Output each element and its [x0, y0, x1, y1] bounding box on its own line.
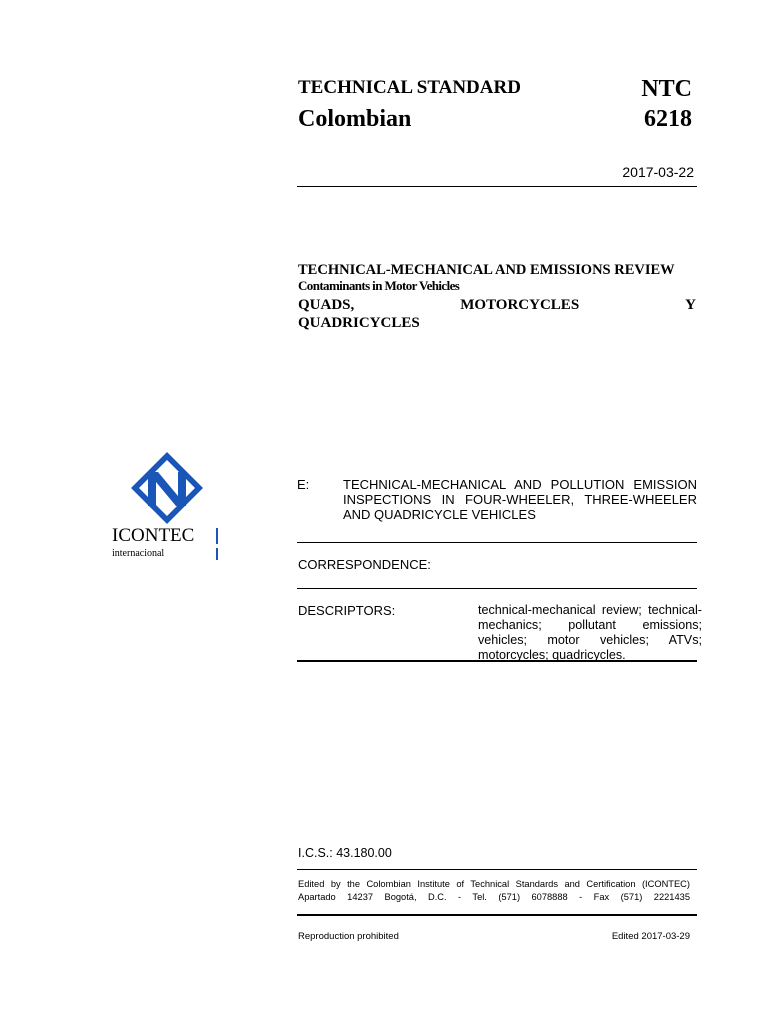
logo-wordmark: ICONTEC	[112, 525, 195, 546]
header-divider	[297, 186, 697, 187]
title-word: QUADS,	[298, 297, 355, 313]
edition-date: Edited 2017-03-29	[611, 931, 690, 942]
logo-subtext: internacional	[112, 548, 165, 559]
standard-country: Colombian	[298, 106, 412, 132]
correspondence-divider	[297, 588, 697, 589]
correspondence-label: CORRESPONDENCE:	[298, 557, 431, 572]
ics-divider	[297, 869, 697, 870]
title-line-4: QUADRICYCLES	[298, 315, 420, 331]
title-word: Y	[685, 297, 696, 313]
title-line-1: TECHNICAL-MECHANICAL AND EMISSIONS REVIEW	[298, 262, 675, 278]
logo-accent	[216, 528, 218, 544]
icontec-logo	[112, 450, 222, 562]
standard-type: TECHNICAL STANDARD	[298, 77, 521, 98]
english-title	[297, 477, 697, 522]
title-word: MOTORCYCLES	[460, 297, 580, 313]
descriptors-label: DESCRIPTORS:	[298, 603, 396, 618]
reproduction-notice: Reproduction prohibited	[298, 931, 399, 942]
title-line-2: Contaminants in Motor Vehicles	[298, 278, 460, 293]
publisher-address: Apartado 14237 Bogotá, D.C. - Tel. (571) 6078888 - Fax (571) 2221435	[298, 892, 690, 902]
english-title-label: E:	[297, 477, 310, 492]
icontec-emblem-icon	[112, 450, 222, 524]
publisher-divider	[297, 914, 697, 916]
english-title-text: TECHNICAL-MECHANICAL AND POLLUTION EMISSION INSPECTIONS IN FOUR-WHEELER, THREE-WHEELER AND QUADRICYCLE VEHICLES	[343, 477, 697, 522]
standard-code	[620, 74, 692, 134]
logo-accent	[216, 548, 218, 560]
document-title	[298, 261, 696, 332]
title-line-3	[298, 296, 696, 314]
descriptors-text: technical-mechanical review; technical-mechanics; pollutant emissions; vehicles; motor vehicles; ATVs; motorcycles; quadricycles.	[478, 603, 702, 662]
english-divider	[297, 542, 697, 543]
standard-code-prefix: NTC	[641, 76, 692, 102]
standard-code-number: 6218	[644, 106, 692, 132]
standard-heading	[298, 76, 521, 134]
publisher-info	[298, 878, 690, 904]
descriptors-divider	[297, 660, 697, 662]
publication-date: 2017-03-22	[622, 164, 694, 180]
publisher-line: Edited by the Colombian Institute of Technical Standards and Certification (ICONTEC)	[298, 879, 690, 889]
ics-code: I.C.S.: 43.180.00	[298, 846, 392, 860]
